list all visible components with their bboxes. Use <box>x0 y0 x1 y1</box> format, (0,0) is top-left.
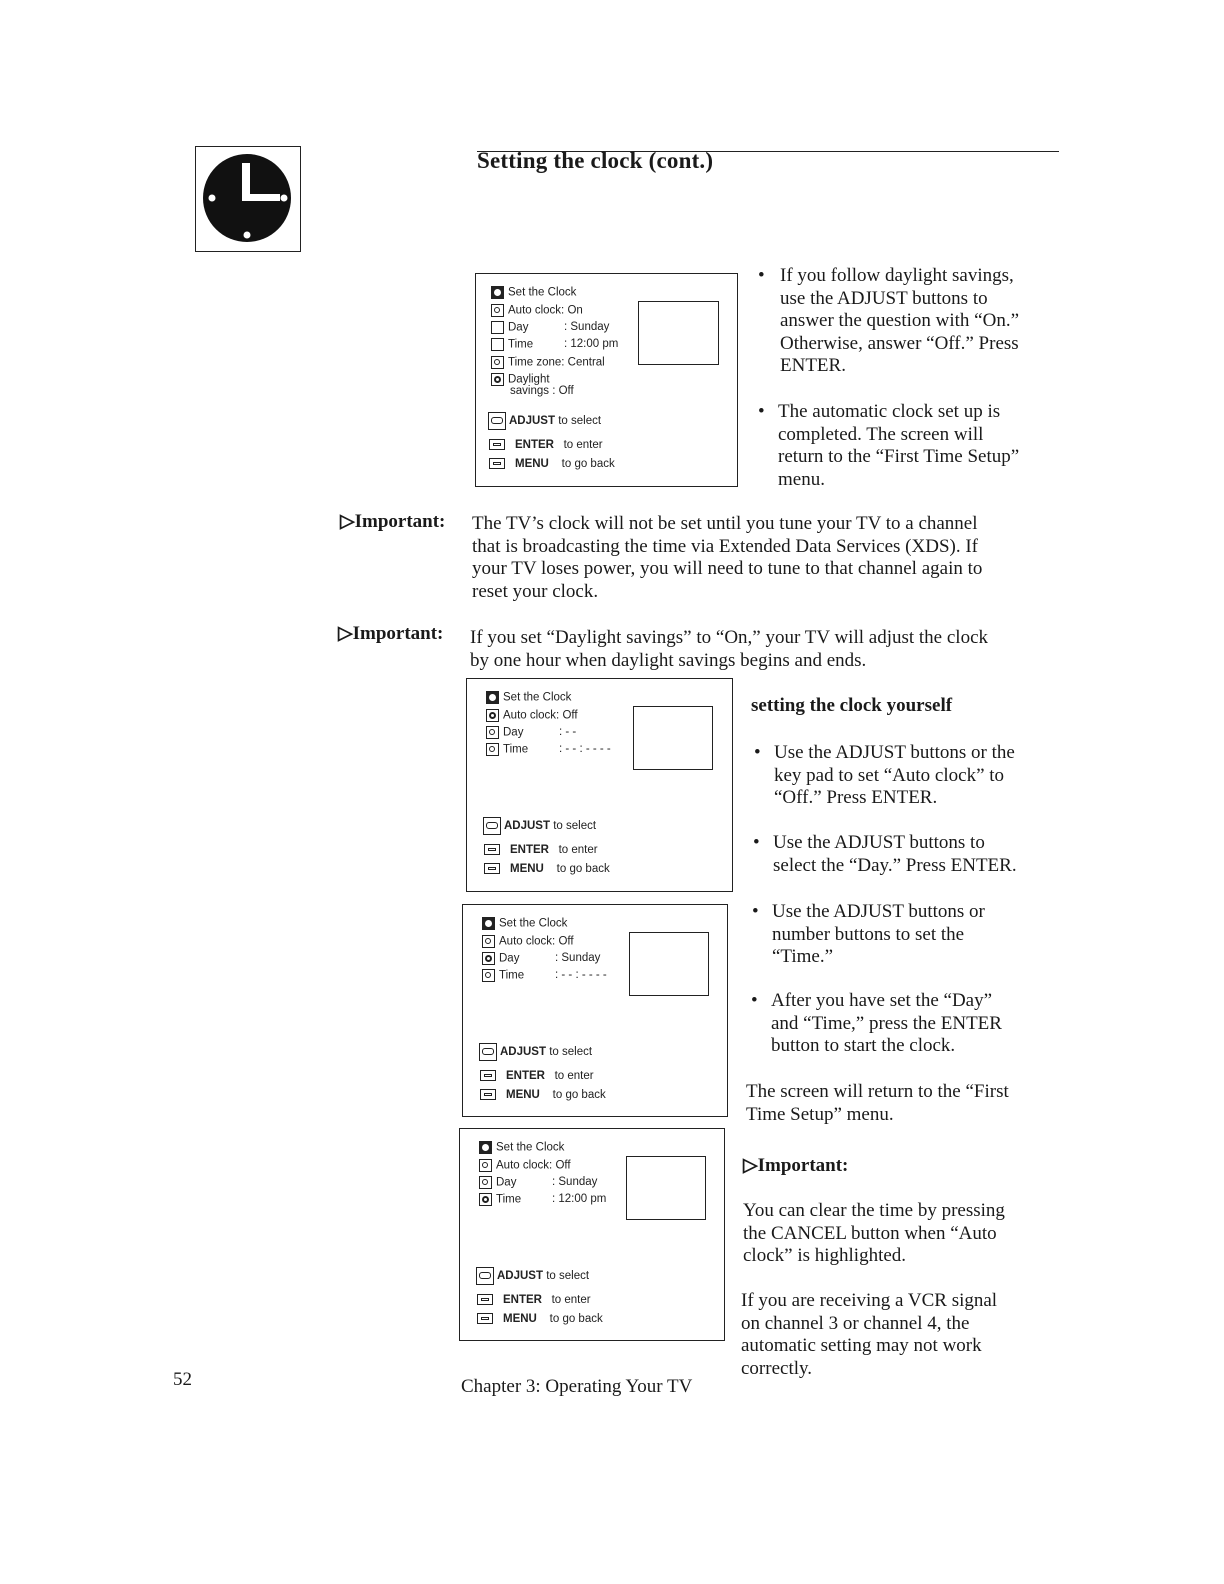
menu-hint: MENU to go back <box>489 458 615 470</box>
enter-button-icon <box>489 439 505 450</box>
menu-title: Set the Clock <box>486 691 571 705</box>
vcr-note: If you are receiving a VCR signal on channel 3 or channel 4, the automatic setting may not work correctly. <box>741 1290 998 1379</box>
time-row: Time : - - : - - - - <box>482 969 622 983</box>
time-row: Time : 12:00 pm <box>491 338 631 352</box>
screen-manual-auto-off <box>466 678 733 892</box>
preview-window <box>633 706 713 770</box>
clock-icon <box>486 691 499 704</box>
important-label-2: ▷Important: <box>338 623 444 644</box>
adjust-button-icon <box>483 817 501 835</box>
bullet-start: • After you have set the “Day” and “Time,” press the ENTER button to start the clock. <box>751 990 1002 1056</box>
adjust-hint: ADJUST to select <box>476 1267 589 1285</box>
option-icon <box>491 304 504 317</box>
day-row: Day : Sunday <box>482 952 622 966</box>
menu-title: Set the Clock <box>491 286 576 300</box>
option-icon <box>486 743 499 756</box>
daylight-row-2: savings : Off <box>510 385 574 397</box>
screen-manual-time <box>459 1128 725 1341</box>
selected-option-icon <box>491 373 504 386</box>
option-icon <box>491 338 504 351</box>
menu-hint: MENU to go back <box>477 1313 603 1325</box>
bullet-daylight: • If you follow daylight savings, use the ADJUST buttons to answer the question with “On.” Otherwise, answer “Off.” Press ENTER. <box>758 265 1020 376</box>
menu-button-icon <box>477 1313 493 1324</box>
clock-icon-box <box>195 146 301 252</box>
enter-hint: ENTER to enter <box>480 1070 594 1082</box>
time-row: Time : - - : - - - - <box>486 743 626 757</box>
menu-button-icon <box>480 1089 496 1100</box>
selected-option-icon <box>479 1193 492 1206</box>
option-icon <box>491 321 504 334</box>
cancel-note: You can clear the time by pressing the CANCEL button when “Auto clock” is highlighted. <box>743 1200 1005 1266</box>
auto-clock-row: Auto clock: Off <box>482 935 574 949</box>
adjust-button-icon <box>488 412 506 430</box>
selected-option-icon <box>486 709 499 722</box>
menu-title: Set the Clock <box>482 917 567 931</box>
option-icon <box>482 935 495 948</box>
day-row: Day : Sunday <box>491 321 631 335</box>
clock-icon <box>196 147 299 250</box>
daylight-row: Daylight <box>491 373 550 387</box>
screen-auto-clock <box>475 273 738 487</box>
screen-manual-day <box>462 904 728 1117</box>
day-row: Day : Sunday <box>479 1176 619 1190</box>
important-label-1: ▷Important: <box>340 511 446 532</box>
option-icon <box>491 356 504 369</box>
auto-clock-row: Auto clock: On <box>491 304 583 318</box>
enter-hint: ENTER to enter <box>484 844 598 856</box>
adjust-button-icon <box>479 1043 497 1061</box>
preview-window <box>638 301 719 365</box>
bullet-day: • Use the ADJUST buttons to select the “Day.” Press ENTER. <box>753 832 1017 876</box>
clock-icon <box>491 286 504 299</box>
adjust-hint: ADJUST to select <box>479 1043 592 1061</box>
page-title: Setting the clock (cont.) <box>477 148 714 173</box>
clock-icon <box>482 917 495 930</box>
auto-clock-row: Auto clock: Off <box>486 709 578 723</box>
option-icon <box>479 1159 492 1172</box>
timezone-row: Time zone: Central <box>491 356 605 370</box>
selected-option-icon <box>482 952 495 965</box>
clock-icon <box>479 1141 492 1154</box>
menu-hint: MENU to go back <box>480 1089 606 1101</box>
adjust-hint: ADJUST to select <box>488 412 601 430</box>
option-icon <box>486 726 499 739</box>
auto-clock-row: Auto clock: Off <box>479 1159 571 1173</box>
enter-hint: ENTER to enter <box>477 1294 591 1306</box>
menu-hint: MENU to go back <box>484 863 610 875</box>
day-row: Day : - - <box>486 726 626 740</box>
adjust-button-icon <box>476 1267 494 1285</box>
preview-window <box>626 1156 706 1220</box>
time-row: Time : 12:00 pm <box>479 1193 619 1207</box>
important-text-1: The TV’s clock will not be set until you tune your TV to a channel that is broadcasting the time via Extended Data Services (XDS). If your TV loses power, you will need to tune to that channel again to reset your clock. <box>472 513 983 602</box>
page-number: 52 <box>173 1369 192 1390</box>
enter-button-icon <box>477 1294 493 1305</box>
bullet-auto-off: • Use the ADJUST buttons or the key pad to set “Auto clock” to “Off.” Press ENTER. <box>754 742 1015 808</box>
menu-button-icon <box>489 458 505 469</box>
preview-window <box>629 932 709 996</box>
enter-button-icon <box>480 1070 496 1081</box>
bullet-time: • Use the ADJUST buttons or number buttons to set the “Time.” <box>752 901 985 967</box>
chapter-footer: Chapter 3: Operating Your TV <box>461 1376 693 1397</box>
section-subheading: setting the clock yourself <box>751 695 953 716</box>
adjust-hint: ADJUST to select <box>483 817 596 835</box>
option-icon <box>479 1176 492 1189</box>
enter-hint: ENTER to enter <box>489 439 603 451</box>
important-text-2: If you set “Daylight savings” to “On,” your TV will adjust the clock by one hour when daylight savings begins and ends. <box>470 627 989 671</box>
option-icon <box>482 969 495 982</box>
menu-button-icon <box>484 863 500 874</box>
return-note: The screen will return to the “First Time Setup” menu. <box>746 1081 1009 1125</box>
menu-title: Set the Clock <box>479 1141 564 1155</box>
important-label-3: ▷Important: <box>743 1155 849 1176</box>
bullet-completed: • The automatic clock set up is completed. The screen will return to the “First Time Setup” menu. <box>758 401 1020 490</box>
enter-button-icon <box>484 844 500 855</box>
